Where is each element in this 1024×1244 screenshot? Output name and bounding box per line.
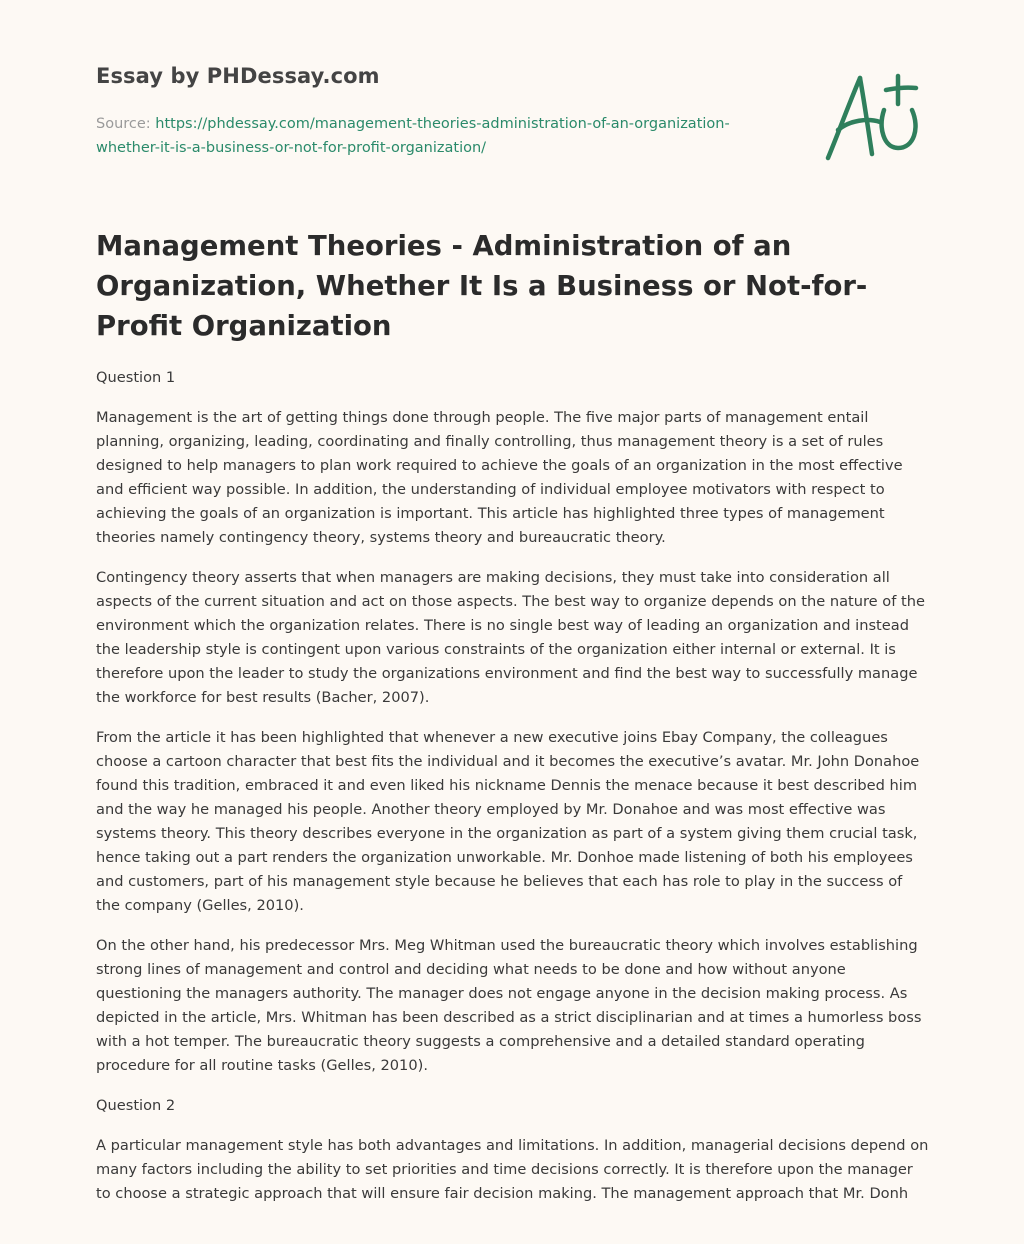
site-title: Essay by PHDessay.com (96, 64, 380, 88)
source-line (96, 112, 776, 160)
paragraph: From the article it has been highlighted that whenever a new executive joins Ebay Company, the colleagues choose a cartoon character that best fits the individual and it becomes the executive’s avatar. Mr. John Donahoe found this tradition, embraced it and even liked his nickname Dennis the menace because it best described him and the way he managed his people. Another theory employed by Mr. Donahoe and was most effective was systems theory. This theory describes everyone in the organization as part of a system giving them crucial task, hence taking out a part renders the organization unworkable. Mr. Donhoe made listening of both his employees and customers, part of his management style because he believes that each has role to play in the success of the company (Gelles, 2010). (96, 729, 920, 914)
source-link[interactable]: https://phdessay.com/management-theories-administration-of-an-organization-whether-it-is-a-business-or-not-for-profit-organization/ (96, 116, 730, 156)
paragraph: On the other hand, his predecessor Mrs. Meg Whitman used the bureaucratic theory which involves establishing strong lines of management and control and deciding what needs to be done and how without anyone questioning the managers authority. The manager does not engage anyone in the decision making process. As depicted in the article, Mrs. Whitman has been described as a strict disciplinarian and at times a humorless boss with a hot temper. The bureaucratic theory suggests a comprehensive and a detailed standard operating procedure for all routine tasks (Gelles, 2010). (96, 937, 922, 1074)
paragraph: Contingency theory asserts that when managers are making decisions, they must take into consideration all aspects of the current situation and act on those aspects. The best way to organize depends on the nature of the environment which the organization relates. There is no single best way of leading an organization and instead the leadership style is contingent upon various constraints of the organization either internal or external. It is therefore upon the leader to study the organizations environment and find the best way to successfully manage the workforce for best results (Bacher, 2007). (96, 569, 925, 706)
a-plus-logo (824, 70, 926, 164)
paragraph: A particular management style has both advantages and limitations. In addition, managerial decisions depend on many factors including the ability to set priorities and time decisions correctly. It is therefore upon the manager to choose a strategic approach that will ensure fair decision making. The management approach that Mr. Donh (96, 1137, 929, 1202)
source-label: Source: (96, 116, 156, 132)
paragraph: Management is the art of getting things done through people. The five major parts of management entail planning, organizing, leading, coordinating and finally controlling, thus management theory is a set of rules designed to help managers to plan work required to achieve the goals of an organization in the most effective and efficient way possible. In addition, the understanding of individual employee motivators with respect to achieving the goals of an organization is important. This article has highlighted three types of management theories namely contingency theory, systems theory and bureaucratic theory. (96, 409, 903, 546)
essay-title: Management Theories - Administration of an Organization, Whether It Is a Business or Not-for-Profit Organization (96, 230, 868, 342)
question-heading-2: Question 2 (96, 1097, 176, 1114)
question-heading-1: Question 1 (96, 369, 176, 386)
essay-body (96, 366, 930, 1222)
